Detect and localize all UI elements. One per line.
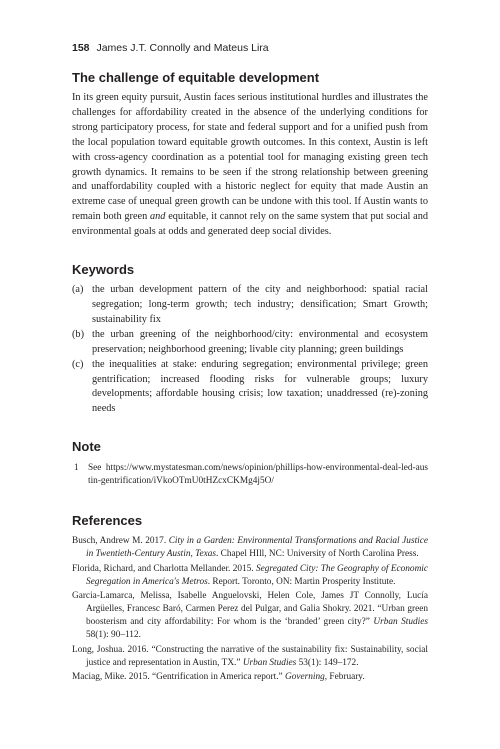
reference-item xyxy=(72,590,428,642)
reference-text: 58(1): 90–112. xyxy=(86,630,141,641)
running-head xyxy=(72,40,428,56)
reference-text: 53(1): 149–172. xyxy=(296,657,359,668)
reference-item xyxy=(72,671,428,684)
keywords-heading: Keywords xyxy=(72,262,135,278)
reference-text: Busch, Andrew M. 2017. xyxy=(72,536,169,547)
reference-text: Florida, Richard, and Charlotta Mellander. 2015. xyxy=(72,563,256,574)
reference-title: City in a Garden: Environmental Transformations and Racial Justice in Twentieth-Century Austin, Texas xyxy=(86,536,428,560)
reference-text: , February. xyxy=(324,672,365,683)
paragraph-end: equitable, it cannot rely on the same system that put social and environmental goals at odds and generated deep social divides. xyxy=(72,211,429,238)
footnote-number: 1 xyxy=(74,463,79,474)
running-head-authors: James J.T. Connolly and Mateus Lira xyxy=(96,42,269,54)
keyword-item xyxy=(72,283,428,328)
keyword-text: the urban greening of the neighborhood/city: environmental and ecosystem preservation; neighborhood greening; livable city planning; green buildings xyxy=(92,328,428,355)
reference-text: Long, Joshua. 2016. “Constructing the narrative of the sustainability fix: Sustainability, social justice and representation in Austin, TX.” xyxy=(72,644,428,668)
reference-item xyxy=(72,644,428,670)
keyword-text: the urban development pattern of the city and neighborhood: spatial racial segregation; long-term growth; tech industry; densification; Smart Growth; sustainability fix xyxy=(92,284,428,325)
footnote xyxy=(72,462,428,488)
reference-text: Maciag, Mike. 2015. “Gentrification in America report.” xyxy=(72,672,285,683)
keyword-text: the inequalities at stake: enduring segregation; environmental privilege; green gentrification; increased flooding risks for vulnerable groups; luxury developments; affordable housing crisis; low taxation; unaddressed (re)-zoning needs xyxy=(92,358,428,415)
reference-item xyxy=(72,563,428,589)
reference-text: . Report. Toronto, ON: Martin Prosperity Institute. xyxy=(207,576,396,587)
reference-title: Governing xyxy=(284,672,325,683)
reference-text: Garcia-Lamarca, Melissa, Isabelle Anguelovski, Helen Cole, James JT Connolly, Lucía Argüelles, Francesc Baró, Carmen Perez del Pulgar, and Galia Shokry. 2021. “Urban green boosterism and city affordability: For whom is the ‘branded’ green city?” xyxy=(72,591,428,628)
reference-text: . Chapel HIll, NC: University of North Carolina Press. xyxy=(215,549,419,560)
paragraph-start: In its green equity pursuit, Austin faces serious institutional hurdles and illustrates the challenges for affordability created in the absence of the underlying conditions for strong participatory process, for state and federal support and for a unified push from the local population toward equitable growth outcomes. In this context, Austin is left with cross-agency coordination as a potential tool for managing existing green tech growth dynamics. It remains to be seen if the strong relationship between greening and unaffordability coupled with a historic neglect for equity that made Austin an extreme case of unequal green growth can be undone with this tool. If Austin wants to remain both green xyxy=(72,92,428,223)
paragraph-emphasis: and xyxy=(150,211,166,223)
section-heading-challenge: The challenge of equitable development xyxy=(72,70,320,85)
page xyxy=(72,40,428,686)
keyword-marker: (a) xyxy=(72,284,84,296)
reference-title: Segregated City: The Geography of Economic Segregation in America's Metros xyxy=(86,563,428,587)
section-paragraph xyxy=(72,91,428,240)
keyword-marker: (b) xyxy=(72,328,85,340)
keyword-item xyxy=(72,328,428,358)
reference-title: Urban Studies xyxy=(242,657,297,668)
references-heading: References xyxy=(72,513,143,529)
note-heading: Note xyxy=(72,439,101,455)
keyword-item xyxy=(72,358,428,418)
page-number: 158 xyxy=(72,42,90,54)
keyword-marker: (c) xyxy=(72,358,84,370)
reference-title: Urban Studies xyxy=(373,617,428,628)
reference-item xyxy=(72,535,428,561)
references-list xyxy=(72,535,428,684)
keywords-list xyxy=(72,283,428,417)
footnote-link-text[interactable]: See https://www.mystatesman.com/news/opinion/phillips-how-environmental-deal-led-austin-gentrification/iVkoOTmU0tHZcxCKMg4j5O/ xyxy=(88,463,428,487)
